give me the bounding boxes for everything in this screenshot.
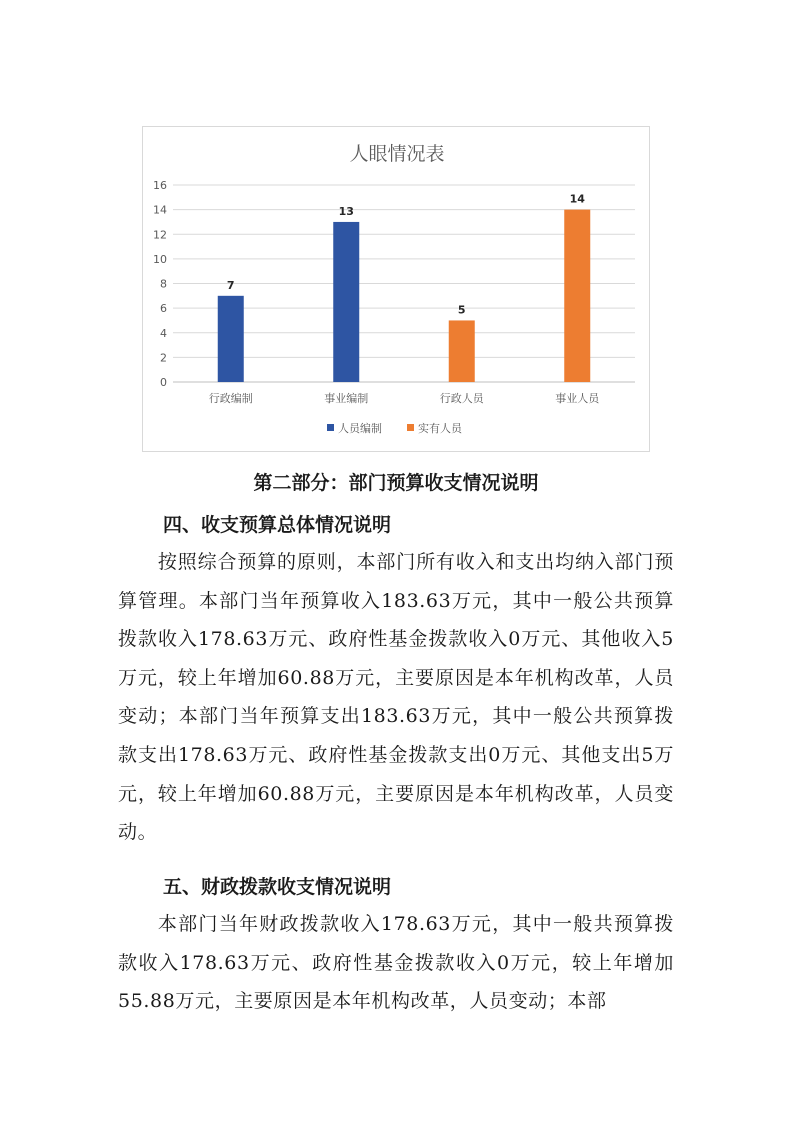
y-tick-label: 0 (160, 376, 167, 389)
data-label: 14 (569, 192, 585, 206)
y-tick-label: 10 (153, 252, 167, 266)
data-label: 7 (226, 278, 235, 292)
y-tick-label: 14 (153, 203, 167, 217)
legend-label: 人员编制 (338, 422, 382, 435)
legend-label: 实有人员 (418, 422, 462, 435)
staffing-chart (142, 126, 650, 452)
data-label: 5 (457, 303, 466, 317)
data-label: 13 (338, 204, 354, 218)
y-tick-label: 16 (153, 179, 167, 192)
x-tick-label: 行政编制 (208, 392, 253, 405)
part-title: 第二部分：部门预算收支情况说明 (253, 472, 539, 494)
chart-title: 人眼情况表 (349, 143, 445, 165)
y-tick-label: 4 (160, 326, 167, 340)
bar (564, 210, 590, 382)
section4-heading: 四、收支预算总体情况说明 (163, 514, 392, 536)
x-tick-label: 事业编制 (324, 392, 369, 405)
y-tick-label: 6 (160, 302, 167, 316)
legend-swatch (407, 424, 414, 431)
x-tick-label: 行政人员 (439, 392, 484, 405)
section5-paragraph: 本部门当年财政拨款收入178.63万元，其中一般共预算拨款收入178.63万元、政府性基金拨款收入0万元，较上年增加55.88万元，主要原因是本年机构改革，人员变动；本部 (118, 913, 674, 1013)
bar (333, 222, 359, 382)
section5-heading: 五、财政拨款收支情况说明 (163, 876, 392, 898)
bar (218, 296, 244, 382)
x-tick-label: 事业人员 (555, 392, 600, 405)
y-tick-label: 12 (153, 228, 167, 242)
section4-paragraph: 按照综合预算的原则，本部门所有收入和支出均纳入部门预算管理。本部门当年预算收入183.63万元，其中一般公共预算拨款收入178.63万元、政府性基金拨款收入0万元、其他收入5万元，较上年增加60.88万元，主要原因是本年机构改革，人员变动；本部门当年预算支出183.63万元，其中一般公共预算拨款支出178.63万元、政府性基金拨款支出0万元、其他支出5万元，较上年增加60.88万元，主要原因是本年机构改革，人员变动。 (118, 551, 674, 844)
y-tick-label: 2 (160, 351, 167, 365)
bar (449, 320, 475, 382)
bar-chart-svg (143, 127, 651, 453)
y-tick-label: 8 (160, 277, 167, 291)
legend-swatch (327, 424, 334, 431)
